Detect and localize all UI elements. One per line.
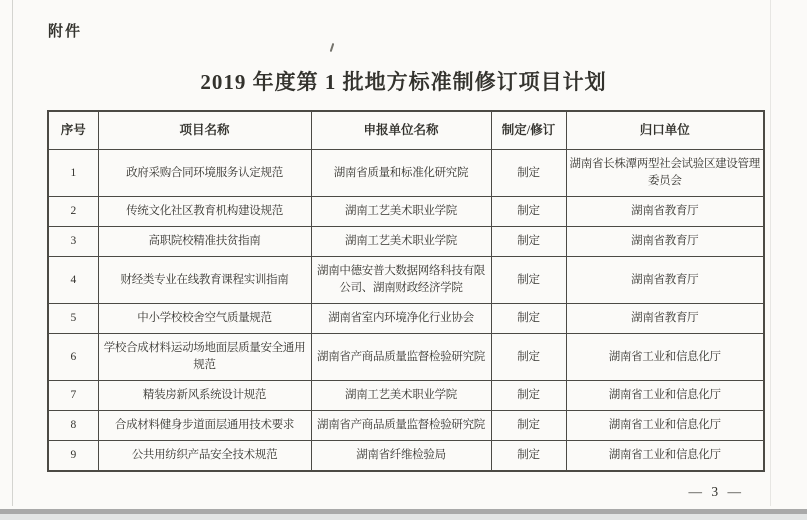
cell-project-name: 合成材料健身步道面层通用技术要求 <box>98 411 311 441</box>
cell-index: 9 <box>48 441 98 472</box>
stray-scan-mark <box>330 43 335 52</box>
cell-index: 5 <box>48 304 98 334</box>
cell-type: 制定 <box>491 197 566 227</box>
column-header-project-name: 项目名称 <box>98 111 311 150</box>
attachment-label: 附件 <box>48 24 83 40</box>
cell-type: 制定 <box>491 334 566 381</box>
cell-authority: 湖南省教育厅 <box>566 304 764 334</box>
cell-project-name: 财经类专业在线教育课程实训指南 <box>98 257 311 304</box>
document-title: 2019 年度第 1 批地方标准制修订项目计划 <box>200 70 607 94</box>
table-row <box>48 381 764 411</box>
table-row <box>48 304 764 334</box>
cell-applicant: 湖南省产商品质量监督检验研究院 <box>311 411 491 441</box>
cell-authority: 湖南省教育厅 <box>566 197 764 227</box>
scan-bottom-edge-fill <box>0 514 807 520</box>
cell-authority: 湖南省长株潭两型社会试验区建设管理委员会 <box>566 150 764 197</box>
cell-index: 4 <box>48 257 98 304</box>
cell-project-name: 精装房新风系统设计规范 <box>98 381 311 411</box>
cell-index: 3 <box>48 227 98 257</box>
column-header-type: 制定/修订 <box>491 111 566 150</box>
cell-applicant: 湖南中德安普大数据网络科技有限公司、湖南财政经济学院 <box>311 257 491 304</box>
cell-applicant: 湖南省纤维检验局 <box>311 441 491 472</box>
cell-type: 制定 <box>491 304 566 334</box>
table-row <box>48 257 764 304</box>
cell-applicant: 湖南工艺美术职业学院 <box>311 381 491 411</box>
project-plan-table <box>47 110 765 472</box>
table-row <box>48 150 764 197</box>
cell-project-name: 高职院校精准扶贫指南 <box>98 227 311 257</box>
cell-authority: 湖南省教育厅 <box>566 257 764 304</box>
table-body <box>48 150 764 472</box>
cell-index: 8 <box>48 411 98 441</box>
column-header-applicant: 申报单位名称 <box>311 111 491 150</box>
cell-project-name: 中小学校校舍空气质量规范 <box>98 304 311 334</box>
cell-index: 1 <box>48 150 98 197</box>
cell-applicant: 湖南省产商品质量监督检验研究院 <box>311 334 491 381</box>
table-header-row <box>48 111 764 150</box>
cell-type: 制定 <box>491 150 566 197</box>
cell-index: 2 <box>48 197 98 227</box>
cell-type: 制定 <box>491 441 566 472</box>
cell-project-name: 政府采购合同环境服务认定规范 <box>98 150 311 197</box>
cell-authority: 湖南省教育厅 <box>566 227 764 257</box>
column-header-index: 序号 <box>48 111 98 150</box>
cell-index: 7 <box>48 381 98 411</box>
cell-project-name: 传统文化社区教育机构建设规范 <box>98 197 311 227</box>
cell-type: 制定 <box>491 227 566 257</box>
table-row <box>48 411 764 441</box>
table-row <box>48 197 764 227</box>
cell-type: 制定 <box>491 257 566 304</box>
cell-applicant: 湖南省室内环境净化行业协会 <box>311 304 491 334</box>
table-row <box>48 227 764 257</box>
cell-authority: 湖南省工业和信息化厅 <box>566 381 764 411</box>
cell-project-name: 公共用纺织产品安全技术规范 <box>98 441 311 472</box>
cell-index: 6 <box>48 334 98 381</box>
cell-applicant: 湖南省质量和标准化研究院 <box>311 150 491 197</box>
cell-authority: 湖南省工业和信息化厅 <box>566 441 764 472</box>
cell-type: 制定 <box>491 411 566 441</box>
cell-applicant: 湖南工艺美术职业学院 <box>311 227 491 257</box>
column-header-authority: 归口单位 <box>566 111 764 150</box>
cell-applicant: 湖南工艺美术职业学院 <box>311 197 491 227</box>
cell-authority: 湖南省工业和信息化厅 <box>566 411 764 441</box>
table-row <box>48 441 764 472</box>
cell-project-name: 学校合成材料运动场地面层质量安全通用规范 <box>98 334 311 381</box>
table-row <box>48 334 764 381</box>
cell-authority: 湖南省工业和信息化厅 <box>566 334 764 381</box>
page-number: — 3 — <box>688 484 744 499</box>
cell-type: 制定 <box>491 381 566 411</box>
